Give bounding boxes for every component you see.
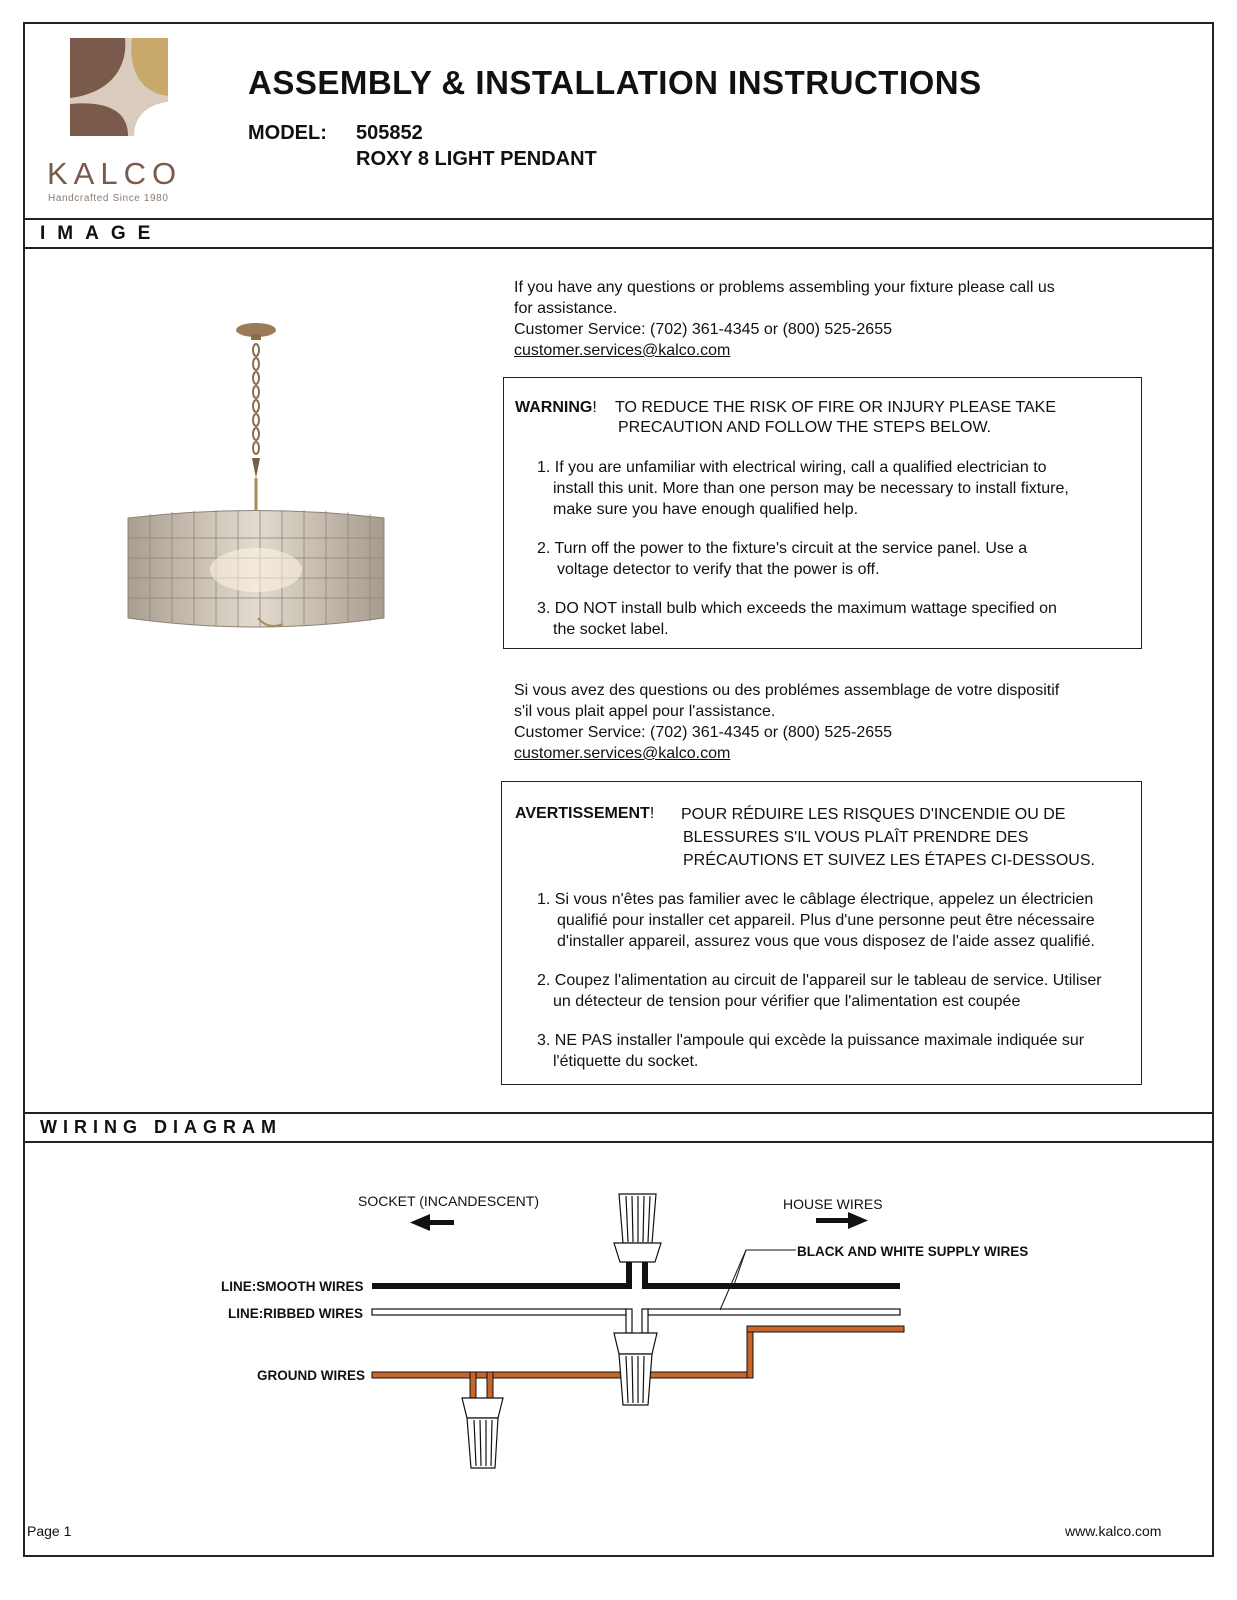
black-splice-left: [626, 1260, 632, 1289]
warning-fr-item-1-line2: qualifié pour installer cet appareil. Plus d'une personne peut être nécessaire: [557, 912, 1095, 929]
kalco-logo-mark: [70, 38, 168, 136]
warning-en-item-1-line2: install this unit. More than one person may be necessary to install fixture,: [553, 480, 1069, 497]
warning-fr-lines: [681, 803, 1095, 872]
warning-en-header: [515, 397, 597, 418]
warning-fr-line3: PRÉCAUTIONS ET SUIVEZ LES ÉTAPES CI-DESSOUS.: [683, 852, 1095, 869]
warning-fr-line2: BLESSURES S'IL VOUS PLAÎT PRENDRE DES: [683, 829, 1029, 846]
model-name: ROXY 8 LIGHT PENDANT: [356, 148, 597, 170]
warning-en-line2: PRECAUTION AND FOLLOW THE STEPS BELOW.: [618, 419, 992, 436]
brand-name: KALCO: [47, 156, 183, 191]
black-splice-right: [642, 1260, 648, 1289]
warning-fr-line1: POUR RÉDUIRE LES RISQUES D'INCENDIE OU DE: [681, 806, 1066, 823]
contact-fr: [514, 680, 1059, 764]
header-divider: [23, 218, 1214, 220]
wiring-section-top-divider: [23, 1112, 1214, 1114]
warning-en-bang: !: [592, 399, 597, 416]
page-title: ASSEMBLY & INSTALLATION INSTRUCTIONS: [248, 64, 982, 101]
warning-fr-item-3-line2: l'étiquette du socket.: [553, 1053, 699, 1070]
contact-en-phone: Customer Service: (702) 361-4345 or (800) 525-2655: [514, 321, 892, 338]
warning-en-item-1-line3: make sure you have enough qualified help.: [553, 501, 859, 518]
contact-en-line1: If you have any questions or problems assembling your fixture please call us: [514, 279, 1055, 296]
warning-fr-item-3: [537, 1030, 1084, 1072]
socket-arrow-icon: [410, 1214, 454, 1231]
socket-label: SOCKET (INCANDESCENT): [358, 1193, 539, 1209]
warning-en-item-2-line1: 2. Turn off the power to the fixture's circuit at the service panel. Use a: [537, 540, 1028, 557]
image-section-divider: [23, 247, 1214, 249]
warning-en-item-1-line1: 1. If you are unfamiliar with electrical wiring, call a qualified electrician to: [537, 459, 1047, 476]
warning-fr-item-2-line1: 2. Coupez l'alimentation au circuit de l'appareil sur le tableau de service. Utiliser: [537, 972, 1102, 989]
warning-fr-bang: !: [649, 805, 655, 822]
section-heading-image: IMAGE: [40, 223, 163, 244]
wiring-section-divider: [23, 1141, 1214, 1143]
model-label: MODEL:: [248, 122, 327, 144]
wiring-diagram-svg: [0, 1150, 1237, 1490]
warning-en-item-3-line1: 3. DO NOT install bulb which exceeds the maximum wattage specified on: [537, 600, 1057, 617]
pendant-illustration: [118, 318, 394, 648]
house-arrow-icon: [816, 1212, 868, 1229]
warning-en-label: WARNING: [515, 399, 593, 416]
contact-en: [514, 277, 1055, 361]
warning-en-item-2: [537, 538, 1027, 580]
pendant-product-image: [118, 318, 394, 653]
warning-fr-item-3-line1: 3. NE PAS installer l'ampoule qui excède la puissance maximale indiquée sur: [537, 1032, 1085, 1049]
warning-fr-item-1-line3: d'installer appareil, assurez vous que vous disposez de l'aide assez qualifié.: [557, 933, 1095, 950]
kalco-logo: [70, 38, 168, 141]
warning-en-item-3-line2: the socket label.: [553, 621, 669, 638]
warning-en-item-2-line2: voltage detector to verify that the power is off.: [557, 561, 880, 578]
supply-black-wire: [648, 1283, 900, 1289]
wire-nut-middle-icon: [614, 1333, 657, 1405]
section-heading-wiring: WIRING DIAGRAM: [40, 1117, 282, 1137]
supply-white-wire: [648, 1309, 900, 1315]
warning-fr-header: [515, 803, 654, 824]
contact-fr-line1: Si vous avez des questions ou des problémes assemblage de votre dispositif: [514, 682, 1060, 699]
smooth-wires-label: LINE:SMOOTH WIRES: [221, 1279, 364, 1294]
ribbed-wire-left: [372, 1309, 626, 1315]
warning-fr-item-1-line1: 1. Si vous n'êtes pas familier avec le câblage électrique, appelez un électricien: [537, 891, 1094, 908]
brand-tagline: Handcrafted Since 1980: [48, 193, 169, 204]
ribbed-wires-label: LINE:RIBBED WIRES: [228, 1306, 363, 1321]
wire-nut-top-icon: [614, 1194, 661, 1262]
contact-en-line2: for assistance.: [514, 300, 618, 317]
house-wires-label: HOUSE WIRES: [783, 1196, 883, 1212]
supply-leader-lines: [720, 1250, 796, 1310]
warning-fr-label: AVERTISSEMENT: [515, 805, 650, 822]
contact-fr-line2: s'il vous plait appel pour l'assistance.: [514, 703, 776, 720]
contact-fr-phone: Customer Service: (702) 361-4345 or (800) 525-2655: [514, 724, 892, 741]
white-splice-left: [626, 1309, 632, 1333]
warning-en-item-1: [537, 457, 1069, 520]
white-splice-right: [642, 1309, 648, 1333]
warning-en-item-3: [537, 598, 1057, 640]
model-number: 505852: [356, 122, 423, 144]
contact-fr-email-link[interactable]: customer.services@kalco.com: [514, 745, 731, 762]
warning-fr-item-1: [537, 889, 1095, 952]
warning-fr-item-2: [537, 970, 1102, 1012]
warning-fr-item-2-line2: un détecteur de tension pour vérifier que l'alimentation est coupée: [553, 993, 1021, 1010]
website-link[interactable]: www.kalco.com: [1065, 1523, 1162, 1539]
contact-en-email-link[interactable]: customer.services@kalco.com: [514, 342, 731, 359]
wiring-diagram: [0, 1150, 1237, 1490]
ground-wires-label: GROUND WIRES: [257, 1368, 365, 1383]
wire-nut-ground-icon: [462, 1398, 503, 1468]
page-number: Page 1: [27, 1523, 72, 1539]
smooth-wire-left: [372, 1283, 628, 1289]
supply-wires-label: BLACK AND WHITE SUPPLY WIRES: [797, 1244, 1029, 1259]
warning-en-line1: TO REDUCE THE RISK OF FIRE OR INJURY PLEASE TAKE: [615, 399, 1056, 416]
